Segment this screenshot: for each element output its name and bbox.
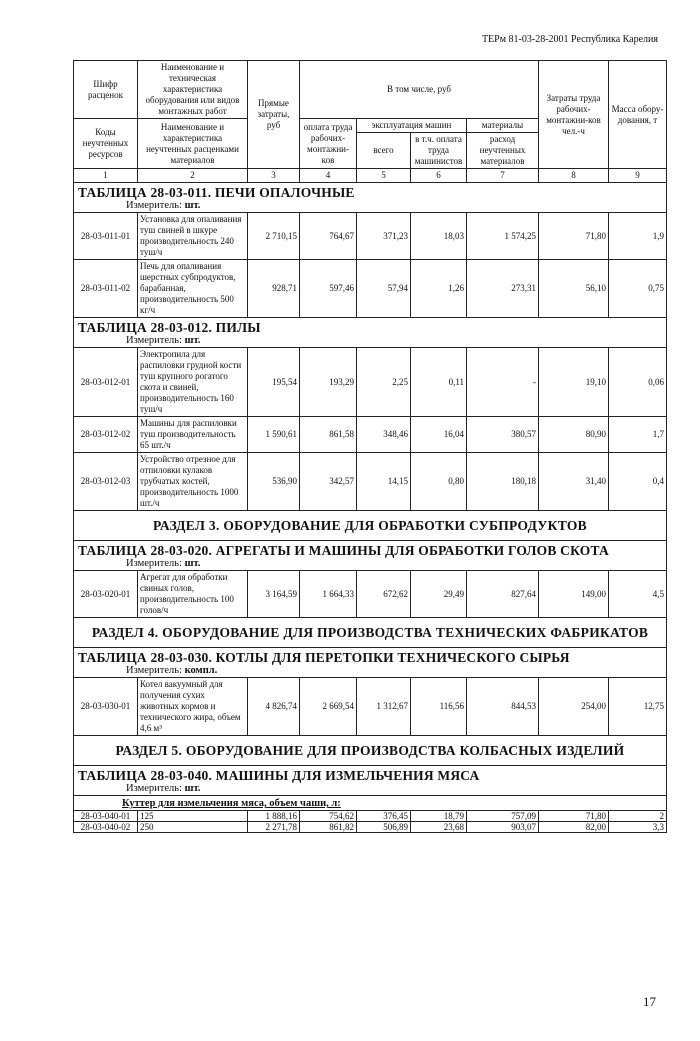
table-title: ТАБЛИЦА 28-03-011. ПЕЧИ ОПАЛОЧНЫЕ [78, 185, 355, 200]
direct-costs: 1 888,16 [248, 811, 300, 822]
table-title: ТАБЛИЦА 28-03-020. АГРЕГАТЫ И МАШИНЫ ДЛЯ ОБРАБОТКИ ГОЛОВ СКОТА [78, 543, 609, 558]
header-direct-costs: Прямые затраты, руб [248, 61, 300, 169]
unit-of-measure [78, 783, 662, 794]
materials-consumption: 273,31 [467, 260, 539, 318]
column-number: 5 [357, 169, 411, 183]
mass: 1,7 [609, 417, 667, 453]
table-row [74, 811, 667, 822]
rate-description: 125 [138, 811, 248, 822]
labor-hours: 71,80 [539, 213, 609, 260]
header-operators-pay: в т.ч. оплата труда машинистов [411, 133, 467, 169]
rate-code: 28-03-030-01 [74, 678, 138, 736]
mass: 1,9 [609, 213, 667, 260]
rate-description: Устройство отрезное для отпиловки кулаков трубчатых костей, производительность 1000 шт./ч [138, 453, 248, 511]
materials-consumption: 844,53 [467, 678, 539, 736]
labor-pay: 1 664,33 [300, 571, 357, 618]
unit-value: шт. [184, 200, 201, 211]
machines-total: 1 312,67 [357, 678, 411, 736]
mass: 0,06 [609, 348, 667, 417]
direct-costs: 4 826,74 [248, 678, 300, 736]
table-row [74, 678, 667, 736]
unit-label: Измеритель: [126, 783, 182, 794]
labor-pay: 754,62 [300, 811, 357, 822]
rate-code: 28-03-040-02 [74, 822, 138, 833]
table-title: ТАБЛИЦА 28-03-040. МАШИНЫ ДЛЯ ИЗМЕЛЬЧЕНИЯ МЯСА [78, 768, 480, 783]
direct-costs: 1 590,61 [248, 417, 300, 453]
rate-description: Установка для опаливания туш свиней в шкуре производительность 240 туш/ч [138, 213, 248, 260]
materials-consumption: 827,64 [467, 571, 539, 618]
unit-of-measure [78, 200, 662, 211]
column-number: 1 [74, 169, 138, 183]
table-heading [74, 183, 667, 213]
table-heading [74, 541, 667, 571]
operators-pay: 0,11 [411, 348, 467, 417]
machines-total: 14,15 [357, 453, 411, 511]
operators-pay: 29,49 [411, 571, 467, 618]
labor-hours: 31,40 [539, 453, 609, 511]
table-heading [74, 318, 667, 348]
table-heading [74, 648, 667, 678]
header-materials-name: Наименование и характеристика неучтенных расценками материалов [138, 119, 248, 169]
header-mass: Масса обору-дования, т [609, 61, 667, 169]
unit-of-measure [78, 335, 662, 346]
unit-of-measure [78, 558, 662, 569]
labor-pay: 861,82 [300, 822, 357, 833]
mass: 12,75 [609, 678, 667, 736]
column-numbers-row [74, 169, 667, 183]
direct-costs: 536,90 [248, 453, 300, 511]
running-header: ТЕРм 81-03-28-2001 Республика Карелия [481, 34, 658, 45]
labor-pay: 597,46 [300, 260, 357, 318]
unit-value: шт. [184, 783, 201, 794]
unit-label: Измеритель: [126, 665, 182, 676]
table-row [74, 453, 667, 511]
direct-costs: 3 164,59 [248, 571, 300, 618]
unit-value: шт. [184, 335, 201, 346]
rate-code: 28-03-012-03 [74, 453, 138, 511]
rate-code: 28-03-040-01 [74, 811, 138, 822]
materials-consumption: 1 574,25 [467, 213, 539, 260]
table-title: ТАБЛИЦА 28-03-030. КОТЛЫ ДЛЯ ПЕРЕТОПКИ ТЕХНИЧЕСКОГО СЫРЬЯ [78, 650, 570, 665]
direct-costs: 2 271,78 [248, 822, 300, 833]
machines-total: 2,25 [357, 348, 411, 417]
materials-consumption: 380,57 [467, 417, 539, 453]
rate-code: 28-03-012-01 [74, 348, 138, 417]
header-machines-total: всего [357, 133, 411, 169]
page-number: 17 [643, 994, 656, 1009]
column-number: 7 [467, 169, 539, 183]
unit-value: шт. [184, 558, 201, 569]
header-machine-operation: эксплуатация машин [357, 119, 467, 133]
section-heading: РАЗДЕЛ 4. ОБОРУДОВАНИЕ ДЛЯ ПРОИЗВОДСТВА ТЕХНИЧЕСКИХ ФАБРИКАТОВ [74, 618, 667, 648]
direct-costs: 2 710,15 [248, 213, 300, 260]
column-number: 2 [138, 169, 248, 183]
rate-description: Печь для опаливания шерстных субпродуктов, барабанная, производительность 500 кг/ч [138, 260, 248, 318]
rate-description: Электропила для распиловки грудной кости туш крупного рогатого скота и свиней, производительность 160 туш/ч [138, 348, 248, 417]
table-title: ТАБЛИЦА 28-03-012. ПИЛЫ [78, 320, 261, 335]
rates-table [73, 60, 667, 833]
labor-hours: 71,80 [539, 811, 609, 822]
machines-total: 506,89 [357, 822, 411, 833]
labor-hours: 80,90 [539, 417, 609, 453]
labor-pay: 861,58 [300, 417, 357, 453]
materials-consumption: - [467, 348, 539, 417]
operators-pay: 1,26 [411, 260, 467, 318]
operators-pay: 23,68 [411, 822, 467, 833]
operators-pay: 0,80 [411, 453, 467, 511]
mass: 2 [609, 811, 667, 822]
labor-pay: 764,67 [300, 213, 357, 260]
unit-label: Измеритель: [126, 335, 182, 346]
mass: 0,4 [609, 453, 667, 511]
direct-costs: 928,71 [248, 260, 300, 318]
direct-costs: 195,54 [248, 348, 300, 417]
rate-description: Котел вакуумный для получения сухих животных кормов и технического жира, объем 4,6 м³ [138, 678, 248, 736]
subheading: Куттер для измельчения мяса, объем чаши, л: [74, 796, 667, 811]
header-name: Наименование и техническая характеристика оборудования или видов монтажных работ [138, 61, 248, 119]
header-labor-pay: оплата труда рабочих-монтажни-ков [300, 119, 357, 169]
section-heading: РАЗДЕЛ 5. ОБОРУДОВАНИЕ ДЛЯ ПРОИЗВОДСТВА КОЛБАСНЫХ ИЗДЕЛИЙ [74, 736, 667, 766]
column-number: 8 [539, 169, 609, 183]
mass: 0,75 [609, 260, 667, 318]
rate-code: 28-03-020-01 [74, 571, 138, 618]
rate-code: 28-03-012-02 [74, 417, 138, 453]
operators-pay: 18,79 [411, 811, 467, 822]
table-row [74, 213, 667, 260]
rate-description: Агрегат для обработки свиных голов, производительность 100 голов/ч [138, 571, 248, 618]
machines-total: 348,46 [357, 417, 411, 453]
rate-description: Машины для распиловки туш производительность 65 шт./ч [138, 417, 248, 453]
labor-hours: 82,00 [539, 822, 609, 833]
header-labor-hours: Затраты труда рабочих-монтажни-ков чел.-ч [539, 61, 609, 169]
header-resource-codes: Коды неучтенных ресурсов [74, 119, 138, 169]
table-heading [74, 766, 667, 796]
machines-total: 57,94 [357, 260, 411, 318]
labor-pay: 193,29 [300, 348, 357, 417]
unit-label: Измеритель: [126, 200, 182, 211]
operators-pay: 18,03 [411, 213, 467, 260]
rate-description: 250 [138, 822, 248, 833]
operators-pay: 116,56 [411, 678, 467, 736]
table-row [74, 571, 667, 618]
materials-consumption: 180,18 [467, 453, 539, 511]
column-number: 9 [609, 169, 667, 183]
machines-total: 371,23 [357, 213, 411, 260]
rate-code: 28-03-011-02 [74, 260, 138, 318]
machines-total: 376,45 [357, 811, 411, 822]
labor-hours: 19,10 [539, 348, 609, 417]
header-materials: материалы [467, 119, 539, 133]
labor-pay: 342,57 [300, 453, 357, 511]
table-row [74, 417, 667, 453]
unit-of-measure [78, 665, 662, 676]
header-including: В том числе, руб [300, 61, 539, 119]
column-number: 3 [248, 169, 300, 183]
labor-hours: 149,00 [539, 571, 609, 618]
labor-hours: 56,10 [539, 260, 609, 318]
mass: 3,3 [609, 822, 667, 833]
unit-label: Измеритель: [126, 558, 182, 569]
operators-pay: 16,04 [411, 417, 467, 453]
mass: 4,5 [609, 571, 667, 618]
table-row [74, 260, 667, 318]
header-code: Шифр расценок [74, 61, 138, 119]
labor-pay: 2 669,54 [300, 678, 357, 736]
column-number: 6 [411, 169, 467, 183]
labor-hours: 254,00 [539, 678, 609, 736]
rate-code: 28-03-011-01 [74, 213, 138, 260]
machines-total: 672,62 [357, 571, 411, 618]
materials-consumption: 757,09 [467, 811, 539, 822]
materials-consumption: 903,07 [467, 822, 539, 833]
table-row [74, 348, 667, 417]
section-heading: РАЗДЕЛ 3. ОБОРУДОВАНИЕ ДЛЯ ОБРАБОТКИ СУБПРОДУКТОВ [74, 511, 667, 541]
table-row [74, 822, 667, 833]
header-materials-consumption: расход неучтенных материалов [467, 133, 539, 169]
column-number: 4 [300, 169, 357, 183]
unit-value: компл. [184, 665, 218, 676]
